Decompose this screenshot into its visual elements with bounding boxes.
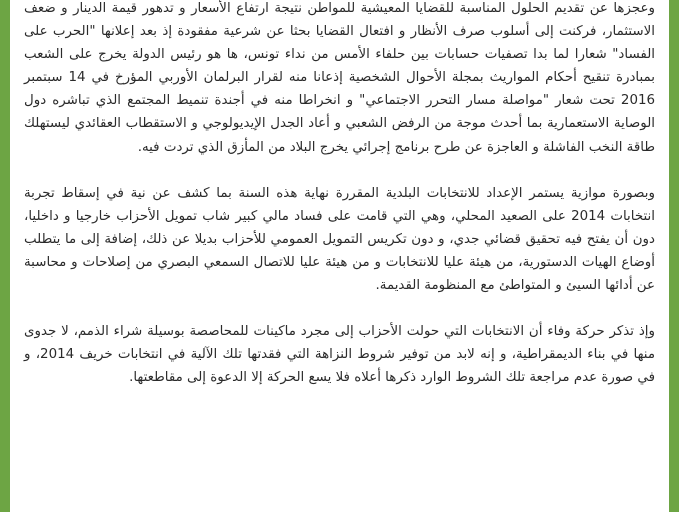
document-page [10,0,669,512]
paragraph-cost-of-living: وعجزها عن تقديم الحلول المناسبة للقضايا المعيشية للمواطن نتيجة ارتفاع الأسعار و تدهور قيمة الدينار و ضعف الاستثمار، فركنت إلى أسلوب صرف الأنظار و افتعال القضايا بحثا عن شرعية مفقودة إذ بعد إعلانها "الحرب على الفساد" شعارا لما بدا تصفيات حسابات بين حلفاء الأمس من نداء تونس، ها هو رئيس الدولة يخرج على الشعب بمبادرة تنقيح أحكام المواريث بمجلة الأحوال الشخصية إذعانا منه لقرار البرلمان الأوربي المؤرخ في 14 سبتمبر 2016 تحت شعار "مواصلة مسار التحرر الاجتماعي" و انخراطا منه في أجندة تنميط المجتمع الذي تباشره دول الوصاية الاستعمارية بما أحدث موجة من الرفض الشعبي و أعاد الجدل الإيديولوجي و الاستقطاب العقائدي ليستهلك طاقة النخب الفاشلة و العاجزة عن طرح برنامج إجرائي يخرج البلاد من المأزق الذي تردت فيه. [24,1,655,155]
paragraph-municipal-elections: وبصورة موازية يستمر الإعداد للانتخابات البلدية المقررة نهاية هذه السنة بما كشف عن نية في إسقاط تجربة انتخابات 2014 على الصعيد المحلي، وهي التي قامت على فساد مالي كبير شاب تمويل الأحزاب خارجيا و داخليا، دون أن يفتح فيه تحقيق قضائي جدي، و دون تكريس التمويل العمومي للأحزاب بديلا عن ذلك، إضافة إلى ما يتطلب أوضاع الهيات الدستورية، من هيئة عليا للانتخابات و من هيئة عليا للاتصال السمعي البصري من إصلاحات و محاسبة عن أدائها السيئ و المتواطئ مع المنظومة القديمة. [24,185,655,294]
paragraph-wafa-movement: وإذ تذكر حركة وفاء أن الانتخابات التي حولت الأحزاب إلى مجرد ماكينات للمحاصصة بوسيلة شراء الذمم، لا جدوى منها في بناء الديمقراطية، و إنه لابد من توفير شروط النزاهة التي فقدتها تلك الآلية في انتخابات خريف 2014، و في صورة عدم مراجعة تلك الشروط الوارد ذكرها أعلاه فلا يسع الحركة إلا الدعوة إلى مقاطعتها. [24,324,655,386]
article-body [10,0,669,389]
